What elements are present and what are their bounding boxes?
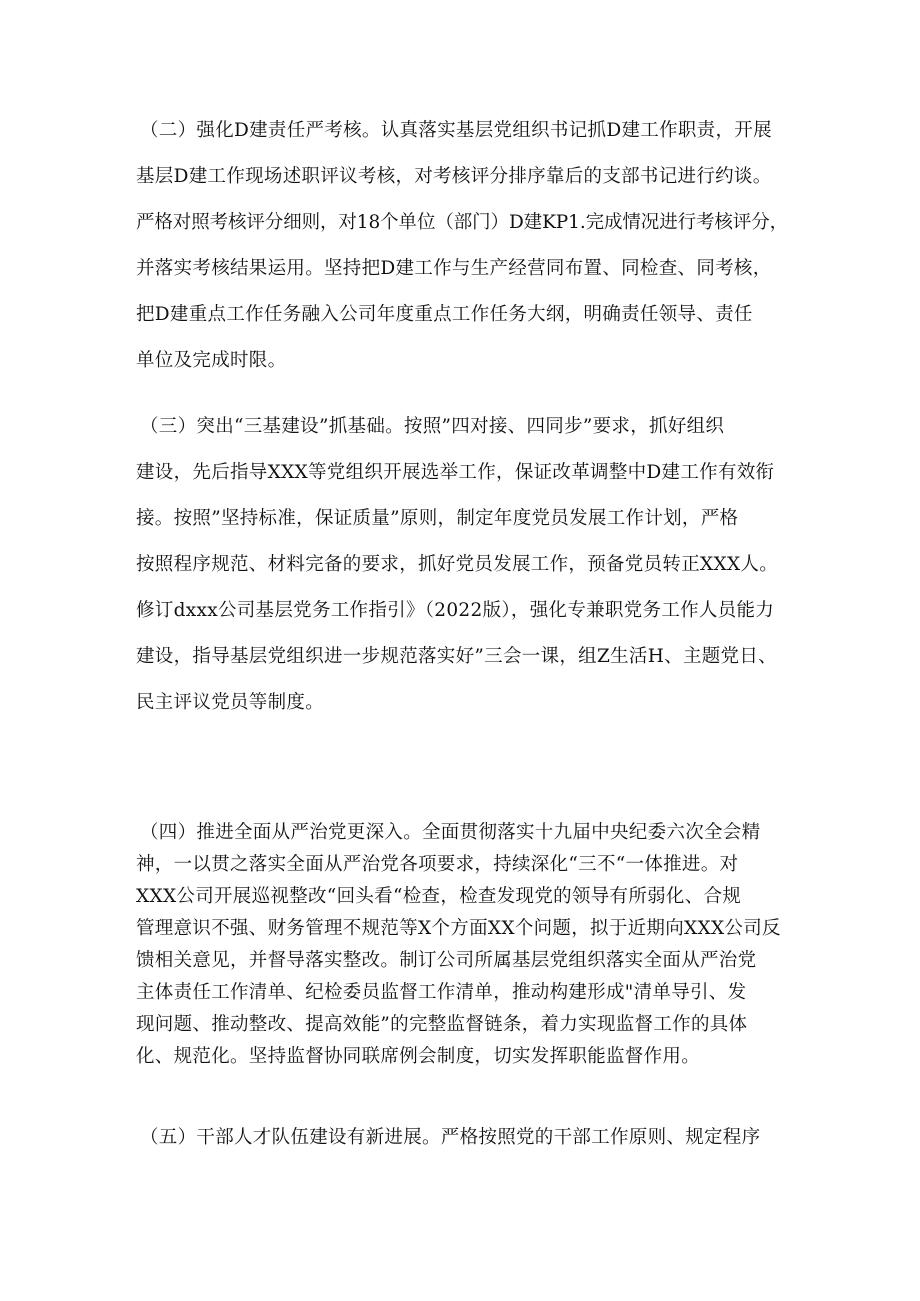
paragraph-5 [136, 1115, 792, 1161]
paragraph-line: 建设，指导基层党组织进一步规范落实好”三会一课，组Z生活H、主题党日、 [136, 646, 777, 667]
paragraph-line: （四）推进全面从严治党更深入。全面贯彻落实十九届中央纪委六次全会精 [140, 822, 761, 843]
paragraph-line: 单位及完成时限。 [136, 350, 287, 371]
paragraph-line: 建设，先后指导XXX等党组织开展选举工作，保证改革调整中D建工作有效衔 [136, 462, 775, 483]
paragraph-2 [136, 108, 792, 384]
paragraph-line: （二）强化D建责任严考核。认真落实基层党组织书记抓D建工作职责，开展 [140, 120, 772, 141]
paragraph-line: 按照程序规范、材料完备的要求，抓好党员发展工作，预备党员转正XXX人。 [136, 554, 779, 575]
paragraph-line: 接。按照”坚持标准，保证质量”原则，制定年度党员发展工作计划，严格 [136, 508, 739, 529]
paragraph-3 [136, 404, 792, 726]
paragraph-line: 并落实考核结果运用。坚持把D建工作与生产经营同布置、同检查、同考核， [136, 258, 772, 279]
paragraph-line: （五）干部人才队伍建设有新进展。严格按照党的干部工作原则、规定程序 [140, 1127, 761, 1148]
paragraph-4 [136, 817, 792, 1073]
paragraph-line: 把D建重点工作任务融入公司年度重点工作任务大纲，明确责任领导、责任 [136, 304, 753, 325]
paragraph-line: （三）突出“三基建设”抓基础。按照”四对接、四同步”要求，抓好组织 [140, 416, 725, 437]
paragraph-line: 神，一以贯之落实全面从严治党各项要求，持续深化“三不“一体推进。对 [136, 854, 739, 875]
paragraph-line: 民主评议党员等制度。 [136, 692, 325, 713]
paragraph-line: 主体责任工作清单、纪检委员监督工作清单，推动构建形成"清单导引、发 [136, 982, 747, 1003]
paragraph-line: 化、规范化。坚持监督协同联席例会制度，切实发挥职能监督作用。 [136, 1046, 701, 1067]
paragraph-line: 管理意识不强、财务管理不规范等X个方面XX个问题，拟于近期向XXX公司反 [136, 918, 781, 939]
paragraph-line: 基层D建工作现场述职评议考核，对考核评分排序靠后的支部书记进行约谈。 [136, 166, 772, 187]
paragraph-line: 现问题、推动整改、提高效能”的完整监督链条，着力实现监督工作的具体 [136, 1014, 748, 1035]
paragraph-line: 馈相关意见，并督导落实整改。制订公司所属基层党组织落实全面从严治党 [136, 950, 757, 971]
paragraph-line: 修订dxxx公司基层党务工作指引》（2022版），强化专兼职党务工作人员能力 [136, 600, 775, 621]
paragraph-line: 严格对照考核评分细则，对18个单位（部门）D建KP1.完成情况进行考核评分， [136, 212, 788, 233]
paragraph-line: XXX公司开展巡视整改“回头看“检查，检查发现党的领导有所弱化、合规 [136, 886, 742, 907]
